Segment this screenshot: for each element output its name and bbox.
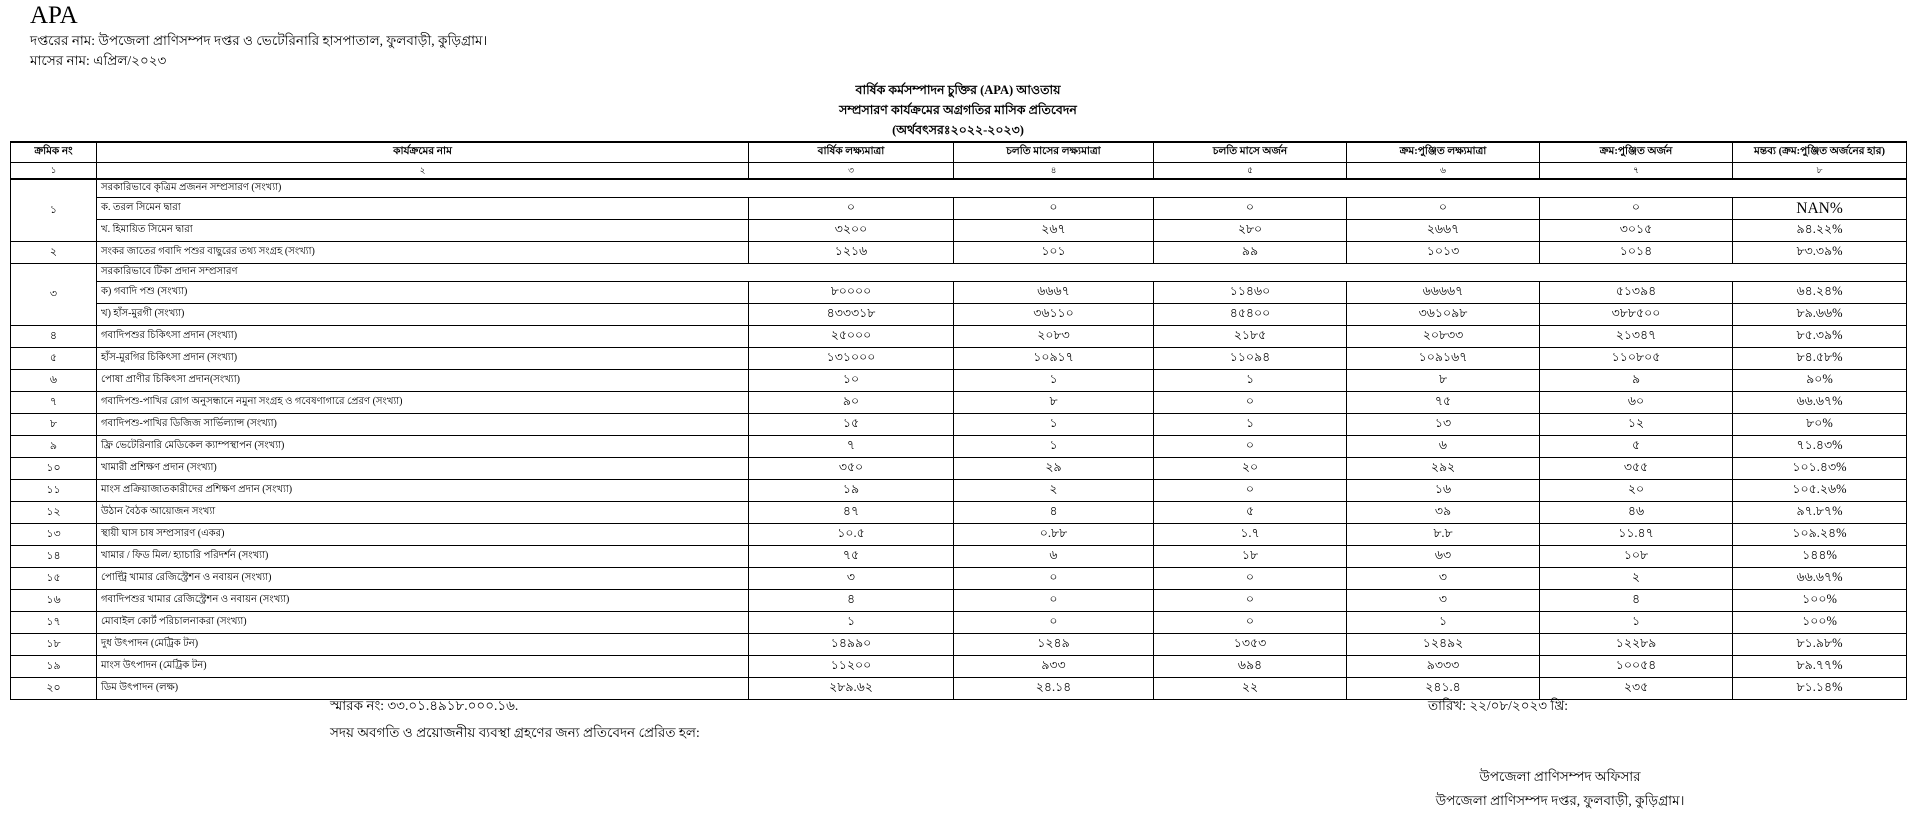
value-cell: ৪৭: [749, 502, 954, 524]
value-cell: ২: [954, 480, 1154, 502]
rate-cell: ৯৪.২২%: [1733, 220, 1907, 242]
rate-cell: ৮৪.৫৮%: [1733, 348, 1907, 370]
value-cell: ১২: [1540, 414, 1733, 436]
value-cell: ৯৯: [1154, 242, 1347, 264]
value-cell: ৬৬৬৭: [954, 282, 1154, 304]
column-number: ৪: [954, 163, 1154, 180]
activity-name-cell: গবাদিপশুর খামার রেজিস্ট্রেশন ও নবায়ন (সংখ্যা): [97, 590, 749, 612]
value-cell: ২০: [1540, 480, 1733, 502]
apa-report-table: [10, 141, 1907, 700]
value-cell: ০: [1154, 198, 1347, 220]
table-row: [11, 546, 1907, 568]
value-cell: ৫১৩৯৪: [1540, 282, 1733, 304]
column-header-5: চলতি মাসে অর্জন: [1154, 142, 1347, 163]
column-number: ৮: [1733, 163, 1907, 180]
value-cell: ১: [749, 612, 954, 634]
activity-name-cell: ফ্রি ভেটেরিনারি মেডিকেল ক্যাম্পস্থাপন (সংখ্যা): [97, 436, 749, 458]
rate-cell: ১০০%: [1733, 612, 1907, 634]
value-cell: ২৫০০০: [749, 326, 954, 348]
value-cell: ১০.৫: [749, 524, 954, 546]
table-row: [11, 612, 1907, 634]
column-header-6: ক্রম:পুঞ্জিত লক্ষ্যমাত্রা: [1347, 142, 1540, 163]
rate-cell: ১৪৪%: [1733, 546, 1907, 568]
value-cell: ৩৮৮৫০০: [1540, 304, 1733, 326]
report-heading-line1: বার্ষিক কর্মসম্পাদন চুক্তির (APA) আওতায়: [855, 83, 1061, 97]
value-cell: ৩৫৫: [1540, 458, 1733, 480]
value-cell: ৯৩৩৩: [1347, 656, 1540, 678]
value-cell: ২১৩৪৭: [1540, 326, 1733, 348]
value-cell: ১২৪৯: [954, 634, 1154, 656]
rate-cell: ৬৬.৬৭%: [1733, 568, 1907, 590]
value-cell: ০: [1540, 198, 1733, 220]
report-heading-line3: (অর্থবৎসরঃ২০২২-২০২৩): [892, 123, 1024, 137]
activity-name-cell: পোল্ট্রি খামার রেজিস্ট্রেশন ও নবায়ন (সংখ্যা): [97, 568, 749, 590]
serial-cell: ১৩: [11, 524, 97, 546]
office-name-line: দপ্তরের নাম: উপজেলা প্রাণিসম্পদ দপ্তর ও ভেটেরিনারি হাসপাতাল, ফুলবাড়ী, কুড়িগ্রাম।: [30, 32, 488, 48]
activity-name-cell: মাংস প্রক্রিয়াজাতকারীদের প্রশিক্ষণ প্রদান (সংখ্যা): [97, 480, 749, 502]
serial-cell: ২০: [11, 678, 97, 700]
value-cell: ০: [1154, 436, 1347, 458]
serial-cell: ৯: [11, 436, 97, 458]
value-cell: ২৬৭: [954, 220, 1154, 242]
value-cell: ২৯: [954, 458, 1154, 480]
value-cell: ৮: [954, 392, 1154, 414]
activity-name-cell: হাঁস-মুরগির চিকিৎসা প্রদান (সংখ্যা): [97, 348, 749, 370]
rate-cell: ৮১.১৪%: [1733, 678, 1907, 700]
value-cell: ৬: [1347, 436, 1540, 458]
activity-name-cell: পোষা প্রাণীর চিকিৎসা প্রদান(সংখ্যা): [97, 370, 749, 392]
value-cell: ১২৪৯২: [1347, 634, 1540, 656]
value-cell: ১১০৮০৫: [1540, 348, 1733, 370]
activity-name-cell: দুধ উৎপাদন (মেট্রিক টন): [97, 634, 749, 656]
table-row: [11, 304, 1907, 326]
table-row: [11, 480, 1907, 502]
value-cell: ৯০: [749, 392, 954, 414]
value-cell: ০: [749, 198, 954, 220]
value-cell: ০: [1154, 480, 1347, 502]
value-cell: ১৪৯৯০: [749, 634, 954, 656]
value-cell: ৮.৮: [1347, 524, 1540, 546]
value-cell: ৪: [954, 502, 1154, 524]
value-cell: ০: [1154, 568, 1347, 590]
value-cell: ২১৮৫: [1154, 326, 1347, 348]
serial-cell: ৭: [11, 392, 97, 414]
value-cell: ৩৬১১০: [954, 304, 1154, 326]
table-body: [11, 179, 1907, 700]
value-cell: ৪: [1540, 590, 1733, 612]
value-cell: ৬০: [1540, 392, 1733, 414]
value-cell: ১০৮: [1540, 546, 1733, 568]
value-cell: ৩: [1347, 568, 1540, 590]
rate-cell: ১০০%: [1733, 590, 1907, 612]
value-cell: ২২: [1154, 678, 1347, 700]
signature-block: [1390, 765, 1730, 814]
report-heading: [0, 80, 1916, 140]
value-cell: ২০৮৩: [954, 326, 1154, 348]
rate-cell: ৬৬.৬৭%: [1733, 392, 1907, 414]
value-cell: ০: [954, 612, 1154, 634]
value-cell: ২৮০: [1154, 220, 1347, 242]
value-cell: ১: [1347, 612, 1540, 634]
activity-name-cell: স্থায়ী ঘাস চাষ সম্প্রসারণ (একর): [97, 524, 749, 546]
signature-designation: উপজেলা প্রাণিসম্পদ অফিসার: [1479, 769, 1641, 784]
serial-cell: ৮: [11, 414, 97, 436]
value-cell: ১: [954, 414, 1154, 436]
value-cell: ২০৮৩৩: [1347, 326, 1540, 348]
activity-name-cell: খ. হিমায়িত সিমেন দ্বারা: [97, 220, 749, 242]
value-cell: ২৮৯.৬২: [749, 678, 954, 700]
table-row: [11, 282, 1907, 304]
value-cell: ৯: [1540, 370, 1733, 392]
column-number: ৩: [749, 163, 954, 180]
activity-name-cell: উঠান বৈঠক আয়োজন সংখ্যা: [97, 502, 749, 524]
serial-cell: ৫: [11, 348, 97, 370]
value-cell: ১১২০০: [749, 656, 954, 678]
table-row: [11, 220, 1907, 242]
rate-cell: ৮০%: [1733, 414, 1907, 436]
serial-cell: ৬: [11, 370, 97, 392]
serial-cell: ১৮: [11, 634, 97, 656]
value-cell: ৪৫৪০০: [1154, 304, 1347, 326]
rate-cell: NAN%: [1733, 198, 1907, 220]
column-header-2: কার্যক্রমের নাম: [97, 142, 749, 163]
value-cell: ২৩৫: [1540, 678, 1733, 700]
forward-note: সদয় অবগতি ও প্রয়োজনীয় ব্যবস্থা গ্রহণের জন্য প্রতিবেদন প্রেরিত হল:: [330, 725, 700, 740]
value-cell: ৩২০০: [749, 220, 954, 242]
value-cell: ১১০৯৪: [1154, 348, 1347, 370]
memo-number: স্মারক নং: ৩৩.০১.৪৯১৮.০০০.১৬.: [330, 698, 519, 713]
rate-cell: ১০১.৪৩%: [1733, 458, 1907, 480]
value-cell: ৭: [749, 436, 954, 458]
report-date: তারিখ: ২২/০৮/২০২৩ খ্রি:: [1428, 698, 1569, 713]
page-title: APA: [30, 2, 78, 29]
value-cell: ৬৩: [1347, 546, 1540, 568]
value-cell: ১.৭: [1154, 524, 1347, 546]
column-number: ৫: [1154, 163, 1347, 180]
table-row: [11, 370, 1907, 392]
column-number: ৭: [1540, 163, 1733, 180]
value-cell: ০: [954, 590, 1154, 612]
column-number: ৬: [1347, 163, 1540, 180]
activity-name-cell: ডিম উৎপাদন (লক্ষ): [97, 678, 749, 700]
activity-name-cell: ক. তরল সিমেন দ্বারা: [97, 198, 749, 220]
table-row: [11, 634, 1907, 656]
value-cell: ১৩১০০০: [749, 348, 954, 370]
value-cell: ১৫: [749, 414, 954, 436]
serial-cell: ১৭: [11, 612, 97, 634]
activity-name-cell: গবাদিপশুর চিকিৎসা প্রদান (সংখ্যা): [97, 326, 749, 348]
serial-cell: ১০: [11, 458, 97, 480]
activity-name-cell: সরকারিভাবে কৃত্রিম প্রজনন সম্প্রসারণ (সংখ্যা): [97, 179, 1907, 198]
month-name-line: মাসের নাম: এপ্রিল/২০২৩: [30, 53, 167, 68]
column-header-8: মন্তব্য (ক্রম:পুঞ্জিত অর্জনের হার): [1733, 142, 1907, 163]
activity-name-cell: গবাদিপশু-পাখির রোগ অনুসন্ধানে নমুনা সংগ্রহ ও গবেষণাগারে প্রেরণ (সংখ্যা): [97, 392, 749, 414]
column-number: ২: [97, 163, 749, 180]
header-row: [11, 142, 1907, 163]
value-cell: ২০: [1154, 458, 1347, 480]
value-cell: ৬৯৪: [1154, 656, 1347, 678]
table-row: [11, 590, 1907, 612]
activity-name-cell: ক) গবাদি পশু (সংখ্যা): [97, 282, 749, 304]
activity-name-cell: খামারী প্রশিক্ষণ প্রদান (সংখ্যা): [97, 458, 749, 480]
rate-cell: ৮১.৯৮%: [1733, 634, 1907, 656]
value-cell: ৪: [749, 590, 954, 612]
value-cell: ৫: [1154, 502, 1347, 524]
table-header: [11, 142, 1907, 179]
rate-cell: ৮৯.৬৬%: [1733, 304, 1907, 326]
value-cell: ১৮: [1154, 546, 1347, 568]
rate-cell: ৬৪.২৪%: [1733, 282, 1907, 304]
activity-name-cell: মাংস উৎপাদন (মেট্রিক টন): [97, 656, 749, 678]
value-cell: ২৪.১৪: [954, 678, 1154, 700]
value-cell: ১০: [749, 370, 954, 392]
table-row: [11, 326, 1907, 348]
value-cell: ০: [954, 198, 1154, 220]
value-cell: ২৯২: [1347, 458, 1540, 480]
value-cell: ১: [1154, 414, 1347, 436]
value-cell: ১: [954, 370, 1154, 392]
rate-cell: ৮৯.৭৭%: [1733, 656, 1907, 678]
value-cell: ৭৫: [1347, 392, 1540, 414]
value-cell: ৩০১৫: [1540, 220, 1733, 242]
table-row: [11, 524, 1907, 546]
value-cell: ২: [1540, 568, 1733, 590]
value-cell: ১১.৪৭: [1540, 524, 1733, 546]
activity-name-cell: সরকারিভাবে টিকা প্রদান সম্প্রসারণ: [97, 264, 1907, 282]
serial-cell: ১৯: [11, 656, 97, 678]
serial-cell: ৩: [11, 264, 97, 326]
value-cell: ১৩৫৩: [1154, 634, 1347, 656]
activity-name-cell: খামার / ফিড মিল/ হ্যাচারি পরিদর্শন (সংখ্যা): [97, 546, 749, 568]
table-row: [11, 656, 1907, 678]
value-cell: ১০১৩: [1347, 242, 1540, 264]
value-cell: ১০১৪: [1540, 242, 1733, 264]
column-header-1: ক্রমিক নং: [11, 142, 97, 163]
value-cell: ১: [1540, 612, 1733, 634]
value-cell: ৮: [1347, 370, 1540, 392]
table-row: [11, 458, 1907, 480]
value-cell: ৩৯: [1347, 502, 1540, 524]
value-cell: ৩৫০: [749, 458, 954, 480]
report-heading-line2: সম্প্রসারণ কার্যক্রমের অগ্রগতির মাসিক প্রতিবেদন: [839, 103, 1077, 117]
column-number-row: [11, 163, 1907, 180]
activity-name-cell: সংকর জাতের গবাদি পশুর বাছুরের তথ্য সংগ্রহ (সংখ্যা): [97, 242, 749, 264]
value-cell: ১৩: [1347, 414, 1540, 436]
value-cell: ২৪১.৪: [1347, 678, 1540, 700]
table-row: [11, 502, 1907, 524]
rate-cell: ৮৩.৩৯%: [1733, 242, 1907, 264]
value-cell: ০: [1154, 590, 1347, 612]
value-cell: ০: [1347, 198, 1540, 220]
serial-cell: ১৫: [11, 568, 97, 590]
rate-cell: ১০৯.২৪%: [1733, 524, 1907, 546]
table-row: [11, 678, 1907, 700]
signature-office: উপজেলা প্রাণিসম্পদ দপ্তর, ফুলবাড়ী, কুড়িগ্রাম।: [1435, 793, 1685, 809]
value-cell: ১২২৮৯: [1540, 634, 1733, 656]
table-row: [11, 414, 1907, 436]
table-row: [11, 242, 1907, 264]
value-cell: ৫: [1540, 436, 1733, 458]
value-cell: ০: [1154, 612, 1347, 634]
document-header: [30, 2, 487, 71]
group-row: [11, 179, 1907, 198]
value-cell: ১০৯১৭: [954, 348, 1154, 370]
serial-cell: ১৪: [11, 546, 97, 568]
value-cell: ০: [1154, 392, 1347, 414]
table-row: [11, 348, 1907, 370]
value-cell: ১২১৬: [749, 242, 954, 264]
value-cell: ১০৯১৬৭: [1347, 348, 1540, 370]
rate-cell: ৮৫.৩৯%: [1733, 326, 1907, 348]
rate-cell: ৯৭.৮৭%: [1733, 502, 1907, 524]
activity-name-cell: মোবাইল কোর্ট পরিচালনাকরা (সংখ্যা): [97, 612, 749, 634]
table-row: [11, 392, 1907, 414]
group-row: [11, 264, 1907, 282]
serial-cell: ১৬: [11, 590, 97, 612]
value-cell: ১: [954, 436, 1154, 458]
value-cell: ১১৪৬০: [1154, 282, 1347, 304]
value-cell: ৩৬১০৯৮: [1347, 304, 1540, 326]
table-row: [11, 568, 1907, 590]
value-cell: ১৯: [749, 480, 954, 502]
rate-cell: ৯০%: [1733, 370, 1907, 392]
value-cell: ৮০০০০: [749, 282, 954, 304]
serial-cell: ২: [11, 242, 97, 264]
value-cell: ১: [1154, 370, 1347, 392]
value-cell: ২৬৬৭: [1347, 220, 1540, 242]
value-cell: ৭৫: [749, 546, 954, 568]
table-row: [11, 198, 1907, 220]
value-cell: ৯৩৩: [954, 656, 1154, 678]
value-cell: ৩: [749, 568, 954, 590]
value-cell: ৬৬৬৬৭: [1347, 282, 1540, 304]
activity-name-cell: গবাদিপশু-পাখির ডিজিজ সার্ভিল্যান্স (সংখ্যা): [97, 414, 749, 436]
serial-cell: ৪: [11, 326, 97, 348]
serial-cell: ১২: [11, 502, 97, 524]
column-header-3: বার্ষিক লক্ষ্যমাত্রা: [749, 142, 954, 163]
serial-cell: ১: [11, 179, 97, 242]
rate-cell: ৭১.৪৩%: [1733, 436, 1907, 458]
value-cell: ৪৬: [1540, 502, 1733, 524]
value-cell: ০.৮৮: [954, 524, 1154, 546]
value-cell: ৩: [1347, 590, 1540, 612]
value-cell: ০: [954, 568, 1154, 590]
column-header-4: চলতি মাসের লক্ষ্যমাত্রা: [954, 142, 1154, 163]
column-number: ১: [11, 163, 97, 180]
activity-name-cell: খ) হাঁস-মুরগী (সংখ্যা): [97, 304, 749, 326]
column-header-7: ক্রম:পুঞ্জিত অর্জন: [1540, 142, 1733, 163]
serial-cell: ১১: [11, 480, 97, 502]
value-cell: ৬: [954, 546, 1154, 568]
rate-cell: ১০৫.২৬%: [1733, 480, 1907, 502]
value-cell: ৪৩৩৩১৮: [749, 304, 954, 326]
value-cell: ১৬: [1347, 480, 1540, 502]
table-row: [11, 436, 1907, 458]
value-cell: ১০১: [954, 242, 1154, 264]
value-cell: ১০০৫৪: [1540, 656, 1733, 678]
